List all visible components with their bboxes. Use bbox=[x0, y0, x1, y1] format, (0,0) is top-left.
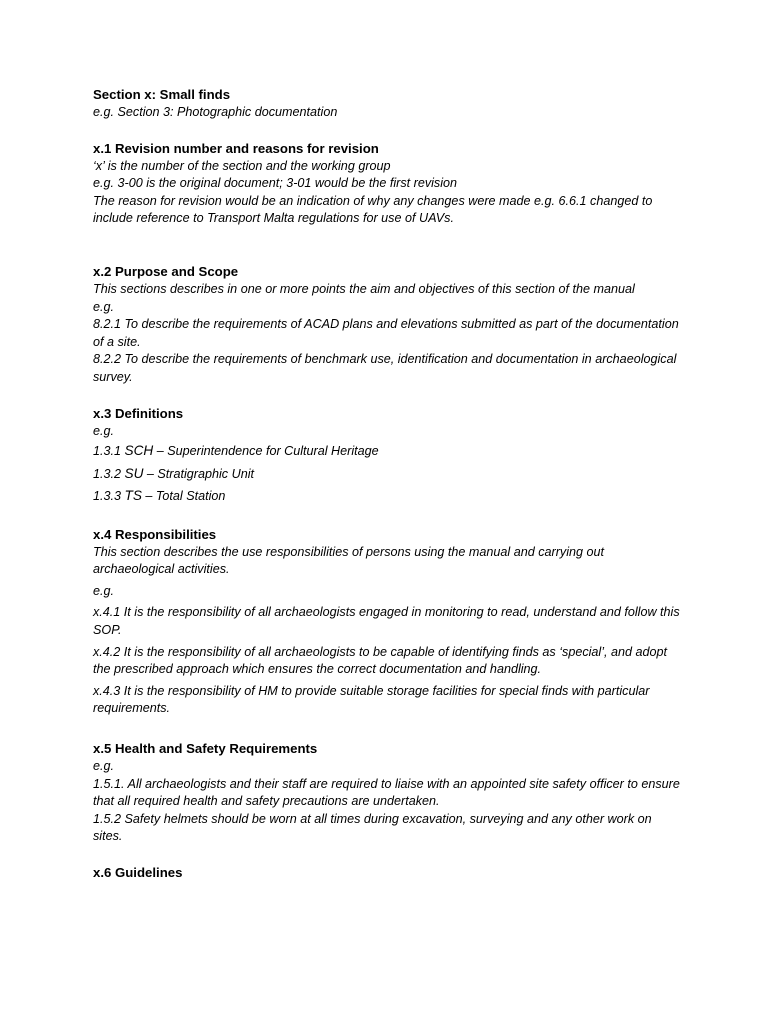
health-safety-line: 1.5.2 Safety helmets should be worn at all times during excavation, surveying and any other work on sites. bbox=[93, 811, 652, 844]
purpose-line: 8.2.1 To describe the requirements of ACAD plans and elevations submitted as part of the documentation of a site. bbox=[93, 317, 679, 349]
health-safety-line: 1.5.1. All archaeologists and their staff are required to liaise with an appointed site safety officer to ensure that all required health and safety precautions are undertaken. bbox=[93, 776, 680, 809]
definition-number: 1.3.3 bbox=[93, 489, 122, 504]
responsibility-item: x.4.3 It is the responsibility of HM to provide suitable storage facilities for special finds with particular requirements. bbox=[93, 683, 650, 716]
purpose-line: e.g. bbox=[93, 299, 115, 314]
document-page bbox=[93, 86, 683, 882]
definitions-eg: e.g. bbox=[93, 423, 115, 438]
definition-item bbox=[93, 485, 683, 508]
definition-desc: – Superintendence for Cultural Heritage bbox=[156, 444, 379, 459]
heading-responsibilities: x.4 Responsibilities bbox=[93, 526, 217, 542]
definition-number: 1.3.2 bbox=[93, 466, 122, 481]
definition-desc: – Total Station bbox=[145, 489, 226, 504]
definition-abbr: TS bbox=[124, 488, 142, 504]
definition-abbr: SCH bbox=[124, 443, 154, 459]
revision-line: e.g. 3-00 is the original document; 3-01 would be the first revision bbox=[93, 176, 458, 191]
definition-item bbox=[93, 463, 683, 486]
health-safety-line: e.g. bbox=[93, 758, 115, 773]
responsibilities-intro: This section describes the use responsibilities of persons using the manual and carrying out archaeological activities. bbox=[93, 544, 605, 577]
definition-desc: – Stratigraphic Unit bbox=[146, 466, 255, 481]
definition-abbr: SU bbox=[124, 465, 144, 481]
heading-definitions: x.3 Definitions bbox=[93, 405, 184, 421]
revision-line: ‘x’ is the number of the section and the working group bbox=[93, 158, 391, 173]
section-title: Section x: Small finds bbox=[93, 87, 231, 102]
definition-item bbox=[93, 440, 683, 463]
section-example: e.g. Section 3: Photographic documentation bbox=[93, 105, 338, 119]
heading-guidelines: x.6 Guidelines bbox=[93, 864, 183, 880]
heading-health-safety: x.5 Health and Safety Requirements bbox=[93, 740, 318, 756]
responsibility-item: x.4.1 It is the responsibility of all archaeologists engaged in monitoring to read, understand and follow this SOP. bbox=[93, 605, 680, 637]
heading-purpose-scope: x.2 Purpose and Scope bbox=[93, 263, 239, 279]
purpose-line: This sections describes in one or more points the aim and objectives of this section of the manual bbox=[93, 281, 635, 296]
definition-number: 1.3.1 bbox=[93, 444, 122, 459]
responsibilities-eg: e.g. bbox=[93, 583, 115, 598]
responsibility-item: x.4.2 It is the responsibility of all archaeologists to be capable of identifying finds as ‘special’, and adopt the prescribed approach which ensures the correct documentation and handling. bbox=[93, 644, 668, 677]
purpose-line: 8.2.2 To describe the requirements of benchmark use, identification and documentation in archaeological survey. bbox=[93, 352, 677, 384]
heading-revision: x.1 Revision number and reasons for revision bbox=[93, 140, 379, 156]
revision-line: The reason for revision would be an indication of why any changes were made e.g. 6.6.1 changed to include reference to Transport Malta regulations for use of UAVs. bbox=[93, 193, 653, 226]
